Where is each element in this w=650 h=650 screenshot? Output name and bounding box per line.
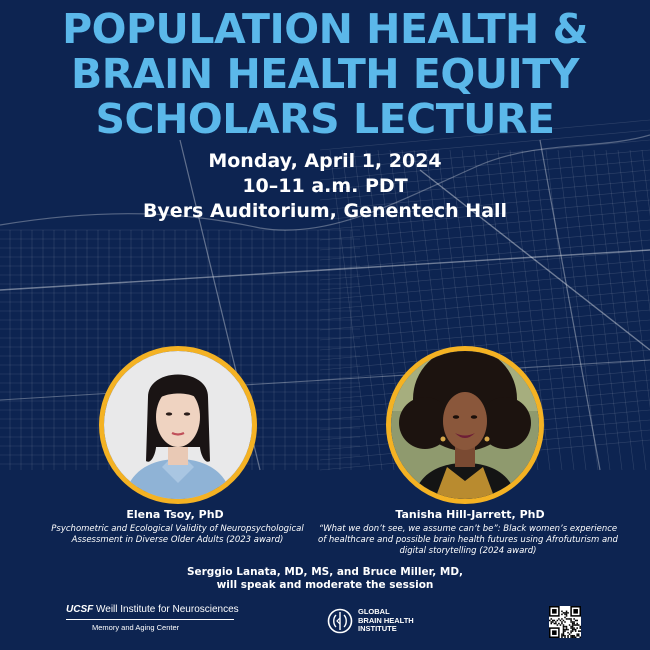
ucsf-institute-name: Weill Institute for Neurosciences (96, 604, 239, 615)
title-line-2: BRAIN HEALTH EQUITY (71, 50, 579, 98)
moderators-line-2: will speak and moderate the session (216, 579, 434, 591)
speaker-talk-2: “What we don’t see, we assume can’t be”: Black women’s experience of healthcare and possible brain health futures using Afrofuturism and digital storytelling (2024 award) (318, 524, 618, 556)
brain-logo-icon (327, 608, 353, 634)
ucsf-divider (66, 619, 234, 620)
title-line-3: SCHOLARS LECTURE (95, 95, 555, 143)
ucsf-center-name: Memory and Aging Center (92, 623, 180, 632)
event-date: Monday, April 1, 2024 (208, 150, 442, 172)
title-line-1: POPULATION HEALTH & (62, 5, 588, 53)
gbhi-line-3: INSTITUTE (358, 624, 397, 634)
ucsf-mark: UCSF (66, 604, 94, 615)
event-time: 10–11 a.m. PDT (242, 175, 408, 197)
speaker-name-2: Tanisha Hill-Jarrett, PhD (395, 508, 545, 521)
gbhi-logo (327, 608, 414, 634)
speaker-photo-elena-tsoy (99, 346, 257, 504)
gbhi-line-1: GLOBAL (358, 607, 390, 617)
moderators-line-1: Serggio Lanata, MD, MS, and Bruce Miller, MD, (186, 566, 464, 578)
ucsf-weill-logo (66, 604, 239, 632)
qr-code-icon[interactable] (549, 606, 581, 638)
speaker-name-1: Elena Tsoy, PhD (126, 508, 224, 521)
event-location: Byers Auditorium, Genentech Hall (142, 200, 508, 222)
gbhi-line-2: BRAIN HEALTH (358, 615, 414, 625)
speaker-talk-1: Psychometric and Ecological Validity of Neuropsychological Assessment in Diverse Older Adults (2023 award) (51, 524, 304, 545)
speaker-photo-tanisha-hill-jarrett (386, 346, 544, 504)
